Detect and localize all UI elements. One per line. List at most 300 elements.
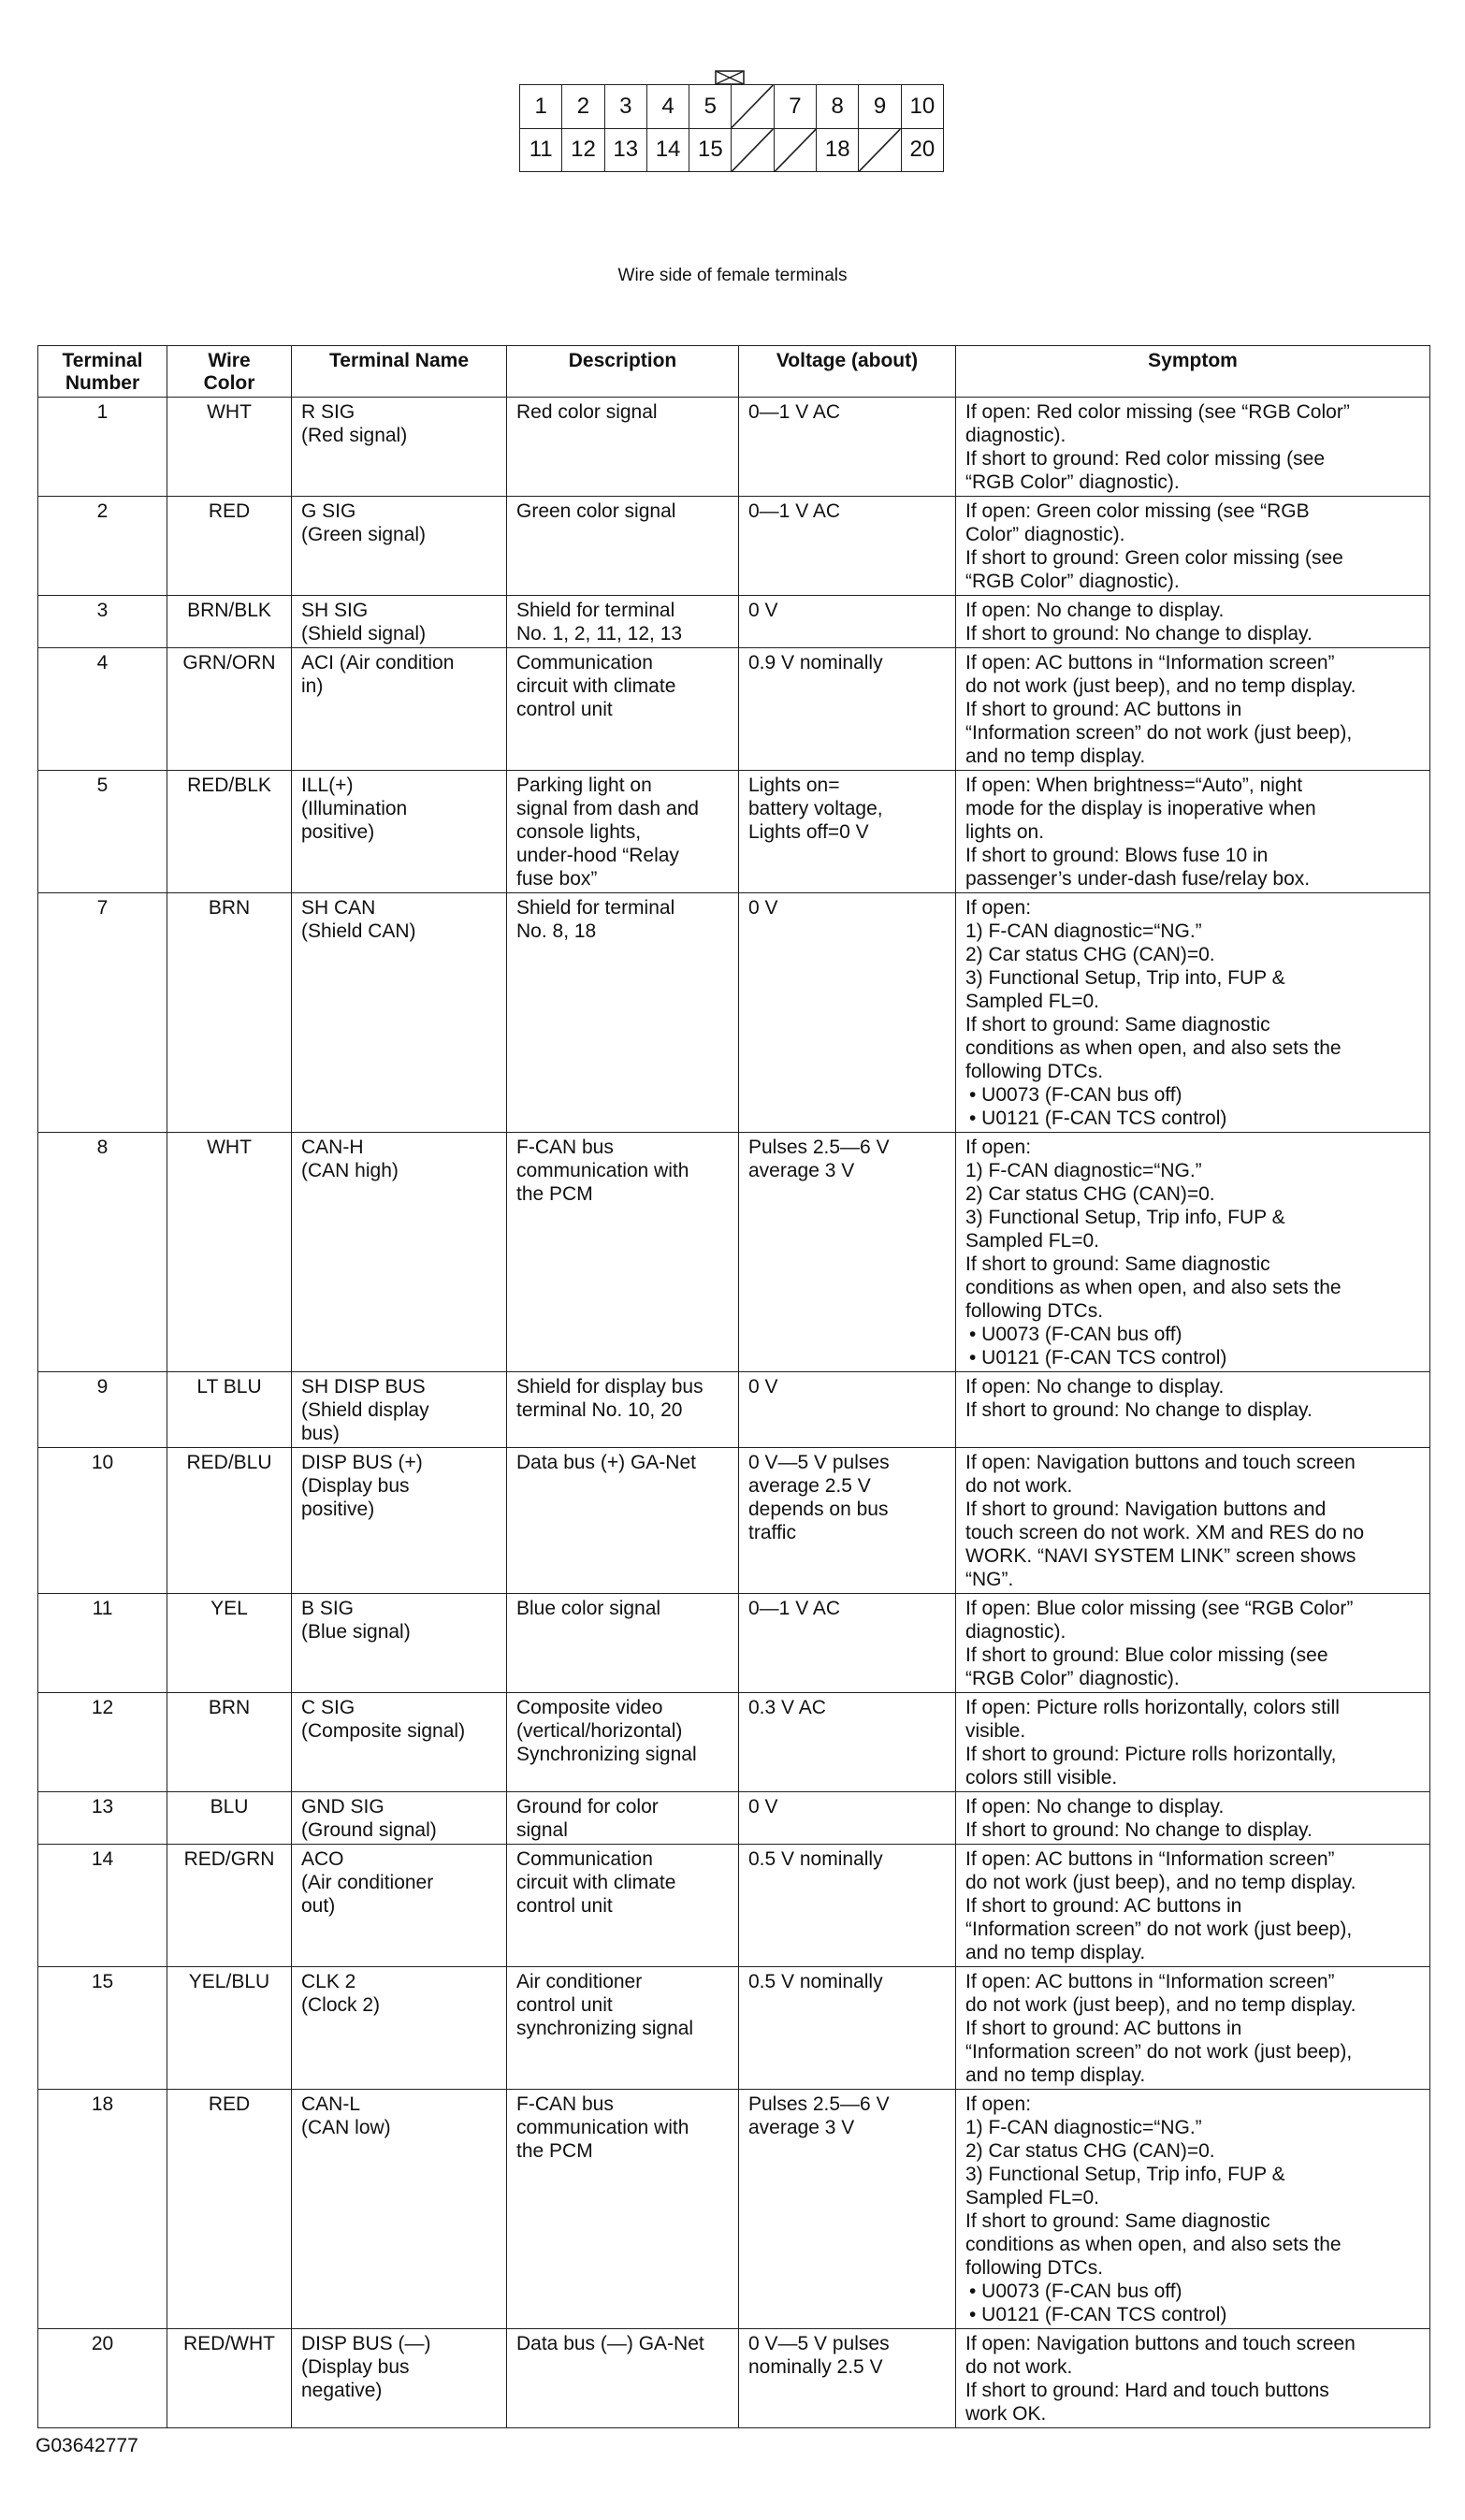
voltage-cell [739, 2329, 956, 2428]
terminal-table [37, 345, 1430, 2428]
description-line: Blue color signal [516, 1598, 661, 1619]
description-cell [507, 1133, 739, 1372]
terminal-name-line: ACI (Air condition [301, 652, 455, 673]
symptom-line: 2) Car status CHG (CAN)=0. [965, 1183, 1215, 1205]
terminal-name-line: CAN-H [301, 1137, 364, 1158]
voltage-line: 0.5 V nominally [748, 1971, 883, 1992]
terminal-name-line: (Air conditioner [301, 1872, 434, 1893]
symptom-line: If short to ground: AC buttons in [965, 1895, 1242, 1917]
connector-pin-grid [519, 84, 944, 172]
wire-color-cell: RED [167, 2090, 292, 2329]
symptom-line: If short to ground: AC buttons in [965, 699, 1242, 720]
terminal-name-cell [292, 1594, 507, 1693]
wire-color-cell: RED/GRN [167, 1845, 292, 1967]
voltage-line: 0 V [748, 1796, 778, 1818]
connector-empty-cavity [774, 128, 816, 172]
terminal-name-line: negative) [301, 2380, 383, 2401]
symptom-line: 1) F-CAN diagnostic=“NG.” [965, 920, 1202, 942]
symptom-line: If short to ground: Same diagnostic [965, 1253, 1270, 1275]
description-line: the PCM [516, 1183, 593, 1205]
terminal-name-line: C SIG [301, 1697, 355, 1718]
voltage-cell [739, 1693, 956, 1792]
symptom-line: If open: Green color missing (see “RGB [965, 500, 1310, 522]
table-row [38, 648, 1430, 771]
description-line: (vertical/horizontal) [516, 1720, 683, 1742]
symptom-line: WORK. “NAVI SYSTEM LINK” screen shows [965, 1545, 1356, 1567]
terminal-number-cell: 15 [38, 1967, 167, 2090]
wire-color-cell: RED/BLK [167, 771, 292, 893]
table-header-row [38, 346, 1430, 398]
description-line: Communication [516, 652, 653, 673]
symptom-line: “Information screen” do not work (just beep), [965, 722, 1353, 744]
terminal-name-cell [292, 893, 507, 1133]
voltage-cell [739, 648, 956, 771]
terminal-name-line: (Red signal) [301, 425, 408, 446]
symptom-line: • U0121 (F-CAN TCS control) [969, 1347, 1227, 1369]
symptom-line: 2) Car status CHG (CAN)=0. [965, 2140, 1215, 2162]
terminal-number-cell: 18 [38, 2090, 167, 2329]
symptom-line: If open: Navigation buttons and touch screen [965, 1452, 1356, 1473]
terminal-number-cell: 7 [38, 893, 167, 1133]
connector-pin: 5 [689, 85, 732, 129]
description-line: control unit [516, 699, 613, 720]
symptom-line: do not work. [965, 2356, 1073, 2378]
table-row [38, 893, 1430, 1133]
description-line: synchronizing signal [516, 2018, 694, 2039]
description-line: communication with [516, 2117, 689, 2138]
connector-row-top [520, 85, 944, 129]
table-row [38, 1448, 1430, 1594]
terminal-name-line: CLK 2 [301, 1971, 356, 1992]
symptom-line: do not work (just beep), and no temp display. [965, 1872, 1356, 1893]
terminal-name-cell [292, 2090, 507, 2329]
symptom-line: If open: Picture rolls horizontally, colors still [965, 1697, 1340, 1718]
description-cell [507, 1372, 739, 1448]
voltage-cell [739, 771, 956, 893]
connector-pin: 18 [817, 128, 859, 172]
symptom-line: If open: AC buttons in “Information screen” [965, 652, 1335, 673]
description-cell [507, 1845, 739, 1967]
symptom-line: “RGB Color” diagnostic). [965, 1668, 1180, 1689]
voltage-line: 0 V [748, 897, 778, 919]
header-description: Description [507, 346, 739, 398]
terminal-name-line: G SIG [301, 500, 356, 522]
symptom-line: 1) F-CAN diagnostic=“NG.” [965, 2117, 1202, 2138]
voltage-line: 0—1 V AC [748, 1598, 841, 1619]
symptom-cell [956, 497, 1430, 596]
symptom-line: visible. [965, 1720, 1026, 1742]
symptom-line: Sampled FL=0. [965, 991, 1100, 1012]
connector-caption: Wire side of female terminals [617, 266, 848, 285]
symptom-cell [956, 648, 1430, 771]
terminal-number-cell: 11 [38, 1594, 167, 1693]
symptom-cell [956, 1693, 1430, 1792]
terminal-name-cell [292, 648, 507, 771]
description-line: the PCM [516, 2140, 593, 2162]
symptom-line: do not work (just beep), and no temp display. [965, 1994, 1356, 2016]
wire-color-cell: BRN/BLK [167, 596, 292, 648]
description-line: Communication [516, 1848, 653, 1870]
symptom-line: touch screen do not work. XM and RES do no [965, 1522, 1365, 1543]
terminal-number-cell: 20 [38, 2329, 167, 2428]
voltage-line: 0.5 V nominally [748, 1848, 883, 1870]
wire-color-cell: RED [167, 497, 292, 596]
terminal-name-line: out) [301, 1895, 336, 1917]
table-row [38, 1792, 1430, 1845]
terminal-name-line: (Shield CAN) [301, 920, 416, 942]
table-row [38, 1845, 1430, 1967]
description-line: Composite video [516, 1697, 663, 1718]
symptom-line: and no temp display. [965, 746, 1146, 767]
table-row [38, 771, 1430, 893]
symptom-line: If open: [965, 1137, 1032, 1158]
symptom-line: 3) Functional Setup, Trip info, FUP & [965, 1207, 1285, 1228]
symptom-line: If short to ground: Red color missing (see [965, 448, 1326, 470]
terminal-name-cell [292, 1967, 507, 2090]
voltage-line: 0 V [748, 1376, 778, 1398]
voltage-line: Lights off=0 V [748, 821, 869, 843]
description-cell [507, 497, 739, 596]
symptom-line: diagnostic). [965, 1621, 1066, 1643]
symptom-line: work OK. [965, 2403, 1047, 2425]
header-symptom: Symptom [956, 346, 1430, 398]
symptom-cell [956, 2329, 1430, 2428]
symptom-line: If short to ground: Same diagnostic [965, 1014, 1270, 1036]
voltage-line: nominally 2.5 V [748, 2356, 883, 2378]
terminal-name-line: SH SIG [301, 600, 369, 621]
terminal-name-line: DISP BUS (—) [301, 2333, 431, 2354]
terminal-name-line: B SIG [301, 1598, 355, 1619]
terminal-name-line: (Shield signal) [301, 623, 427, 644]
symptom-line: If short to ground: Navigation buttons and [965, 1499, 1327, 1520]
terminal-name-cell [292, 497, 507, 596]
symptom-line: “Information screen” do not work (just beep), [965, 2041, 1353, 2063]
voltage-line: 0.9 V nominally [748, 652, 883, 673]
symptom-line: and no temp display. [965, 2064, 1146, 2086]
description-line: circuit with climate [516, 675, 676, 697]
terminal-name-line: (Composite signal) [301, 1720, 466, 1742]
terminal-name-line: (Blue signal) [301, 1621, 411, 1643]
voltage-line: 0 V [748, 600, 778, 621]
voltage-cell [739, 1792, 956, 1845]
table-row [38, 1967, 1430, 2090]
voltage-line: battery voltage, [748, 798, 883, 819]
description-line: signal from dash and [516, 798, 699, 819]
description-cell [507, 2329, 739, 2428]
connector-pin: 10 [901, 85, 943, 129]
terminal-name-cell [292, 1133, 507, 1372]
voltage-line: traffic [748, 1522, 796, 1543]
symptom-cell [956, 1967, 1430, 2090]
symptom-cell [956, 893, 1430, 1133]
symptom-line: If short to ground: Picture rolls horizontally, [965, 1744, 1337, 1765]
connector-row-bottom [520, 128, 944, 172]
symptom-line: If short to ground: Blue color missing (see [965, 1644, 1328, 1666]
terminal-name-cell [292, 1845, 507, 1967]
terminal-number-cell: 8 [38, 1133, 167, 1372]
voltage-line: average 3 V [748, 2117, 855, 2138]
symptom-line: “Information screen” do not work (just beep), [965, 1919, 1353, 1940]
connector-pin: 3 [604, 85, 646, 129]
terminal-name-line: (Display bus [301, 2356, 410, 2378]
description-cell [507, 1594, 739, 1693]
connector-pin: 2 [562, 85, 604, 129]
connector-pin: 14 [646, 128, 689, 172]
terminal-number-cell: 12 [38, 1693, 167, 1792]
terminal-name-cell [292, 1448, 507, 1594]
voltage-cell [739, 1133, 956, 1372]
symptom-line: diagnostic). [965, 425, 1066, 446]
symptom-line: • U0121 (F-CAN TCS control) [969, 2304, 1227, 2325]
terminal-number-cell: 2 [38, 497, 167, 596]
connector-pin: 8 [817, 85, 859, 129]
description-line: No. 8, 18 [516, 920, 597, 942]
connector-pin: 4 [646, 85, 689, 129]
description-line: Data bus (+) GA-Net [516, 1452, 696, 1473]
symptom-line: If open: Red color missing (see “RGB Color” [965, 401, 1350, 423]
description-line: signal [516, 1819, 568, 1841]
description-line: control unit [516, 1895, 613, 1917]
symptom-line: If open: No change to display. [965, 1796, 1225, 1818]
description-line: under-hood “Relay [516, 845, 679, 866]
table-row [38, 1133, 1430, 1372]
description-cell [507, 771, 739, 893]
symptom-line: • U0073 (F-CAN bus off) [969, 1324, 1182, 1345]
voltage-cell [739, 1448, 956, 1594]
terminal-name-line: (Shield display [301, 1399, 429, 1421]
terminal-name-line: ILL(+) [301, 775, 354, 796]
voltage-cell [739, 1967, 956, 2090]
description-line: No. 1, 2, 11, 12, 13 [516, 623, 683, 644]
symptom-line: do not work (just beep), and no temp display. [965, 675, 1356, 697]
symptom-line: 2) Car status CHG (CAN)=0. [965, 944, 1215, 965]
voltage-line: 0 V—5 V pulses [748, 2333, 890, 2354]
terminal-name-line: bus) [301, 1423, 340, 1444]
symptom-line: mode for the display is inoperative when [965, 798, 1316, 819]
description-cell [507, 893, 739, 1133]
description-line: terminal No. 10, 20 [516, 1399, 683, 1421]
terminal-name-line: positive) [301, 821, 375, 843]
voltage-line: Lights on= [748, 775, 840, 796]
symptom-line: If short to ground: No change to display. [965, 1399, 1313, 1421]
description-cell [507, 1967, 739, 2090]
symptom-line: Sampled FL=0. [965, 1230, 1100, 1252]
terminal-name-line: DISP BUS (+) [301, 1452, 423, 1473]
symptom-line: If short to ground: No change to display. [965, 1819, 1313, 1841]
description-line: Data bus (—) GA-Net [516, 2333, 704, 2354]
terminal-number-cell: 14 [38, 1845, 167, 1967]
voltage-line: 0—1 V AC [748, 500, 841, 522]
symptom-line: If short to ground: Hard and touch buttons [965, 2380, 1329, 2401]
description-line: communication with [516, 1160, 689, 1181]
table-row [38, 1693, 1430, 1792]
symptom-line: do not work. [965, 1475, 1073, 1497]
description-cell [507, 1448, 739, 1594]
symptom-line: If open: No change to display. [965, 600, 1225, 621]
symptom-cell [956, 1845, 1430, 1967]
symptom-line: conditions as when open, and also sets the [965, 1037, 1342, 1059]
wire-color-cell: YEL [167, 1594, 292, 1693]
symptom-line: “RGB Color” diagnostic). [965, 471, 1180, 493]
terminal-name-cell [292, 1372, 507, 1448]
symptom-line: Sampled FL=0. [965, 2187, 1100, 2209]
symptom-cell [956, 1372, 1430, 1448]
voltage-cell [739, 398, 956, 497]
symptom-line: If short to ground: Green color missing (see [965, 547, 1343, 569]
description-cell [507, 1792, 739, 1845]
connector-pin: 1 [520, 85, 562, 129]
symptom-cell [956, 1594, 1430, 1693]
symptom-line: conditions as when open, and also sets the [965, 2234, 1342, 2255]
symptom-cell [956, 1133, 1430, 1372]
voltage-cell [739, 1594, 956, 1693]
connector-pin: 11 [520, 128, 562, 172]
symptom-line: 1) F-CAN diagnostic=“NG.” [965, 1160, 1202, 1181]
symptom-line: and no temp display. [965, 1942, 1146, 1963]
symptom-line: If open: [965, 897, 1032, 919]
terminal-number-cell: 4 [38, 648, 167, 771]
terminal-number-cell: 3 [38, 596, 167, 648]
symptom-line: If short to ground: No change to display. [965, 623, 1313, 644]
terminal-name-cell [292, 1693, 507, 1792]
description-cell [507, 2090, 739, 2329]
wire-color-cell: WHT [167, 398, 292, 497]
header-terminal-number: Terminal Number [38, 346, 167, 398]
terminal-name-line: (Display bus [301, 1475, 410, 1497]
voltage-cell [739, 893, 956, 1133]
connector-diagram [519, 69, 944, 172]
wire-color-cell: RED/WHT [167, 2329, 292, 2428]
symptom-line: • U0073 (F-CAN bus off) [969, 1084, 1182, 1106]
terminal-name-line: R SIG [301, 401, 355, 423]
description-line: Red color signal [516, 401, 658, 423]
terminal-name-line: (Green signal) [301, 524, 427, 545]
voltage-line: Pulses 2.5—6 V [748, 1137, 890, 1158]
symptom-line: If open: Blue color missing (see “RGB Color” [965, 1598, 1354, 1619]
terminal-name-cell [292, 596, 507, 648]
wire-color-cell: RED/BLU [167, 1448, 292, 1594]
terminal-number-cell: 5 [38, 771, 167, 893]
symptom-line: • U0121 (F-CAN TCS control) [969, 1108, 1227, 1129]
description-cell [507, 1693, 739, 1792]
wire-color-cell: WHT [167, 1133, 292, 1372]
description-line: Air conditioner [516, 1971, 643, 1992]
symptom-line: If open: Navigation buttons and touch screen [965, 2333, 1356, 2354]
connector-pin: 20 [901, 128, 943, 172]
terminal-name-line: positive) [301, 1499, 375, 1520]
connector-pin: 12 [562, 128, 604, 172]
voltage-cell [739, 1372, 956, 1448]
symptom-line: If short to ground: AC buttons in [965, 2018, 1242, 2039]
symptom-cell [956, 771, 1430, 893]
table-row [38, 398, 1430, 497]
voltage-line: average 3 V [748, 1160, 855, 1181]
voltage-line: depends on bus [748, 1499, 889, 1520]
symptom-line: following DTCs. [965, 1300, 1104, 1322]
connector-empty-cavity [859, 128, 901, 172]
symptom-cell [956, 398, 1430, 497]
description-line: F-CAN bus [516, 2093, 614, 2115]
voltage-line: Pulses 2.5—6 V [748, 2093, 890, 2115]
terminal-name-line: (Clock 2) [301, 1994, 381, 2016]
header-wire-color: Wire Color [167, 346, 292, 398]
voltage-line: 0—1 V AC [748, 401, 841, 423]
symptom-line: If short to ground: Same diagnostic [965, 2210, 1270, 2232]
terminal-name-line: (Ground signal) [301, 1819, 437, 1841]
terminal-number-cell: 10 [38, 1448, 167, 1594]
wire-color-cell: BRN [167, 1693, 292, 1792]
description-cell [507, 398, 739, 497]
symptom-line: If short to ground: Blows fuse 10 in [965, 845, 1269, 866]
symptom-line: • U0073 (F-CAN bus off) [969, 2281, 1182, 2302]
terminal-name-cell [292, 1792, 507, 1845]
wire-color-cell: GRN/ORN [167, 648, 292, 771]
symptom-line: If open: [965, 2093, 1032, 2115]
table-row [38, 2090, 1430, 2329]
symptom-line: If open: AC buttons in “Information screen” [965, 1848, 1335, 1870]
voltage-line: 0.3 V AC [748, 1697, 826, 1718]
description-line: fuse box” [516, 868, 598, 890]
table-row [38, 2329, 1430, 2428]
description-line: Green color signal [516, 500, 676, 522]
symptom-line: lights on. [965, 821, 1045, 843]
connector-pin: 13 [604, 128, 646, 172]
table-row [38, 1372, 1430, 1448]
voltage-cell [739, 1845, 956, 1967]
symptom-line: passenger’s under-dash fuse/relay box. [965, 868, 1311, 890]
symptom-line: following DTCs. [965, 2257, 1104, 2279]
terminal-name-line: SH CAN [301, 897, 376, 919]
description-line: console lights, [516, 821, 642, 843]
terminal-name-line: in) [301, 675, 324, 697]
terminal-number-cell: 9 [38, 1372, 167, 1448]
terminal-name-cell [292, 771, 507, 893]
header-terminal-name: Terminal Name [292, 346, 507, 398]
terminal-name-line: GND SIG [301, 1796, 384, 1818]
symptom-line: 3) Functional Setup, Trip info, FUP & [965, 2164, 1285, 2185]
description-line: Ground for color [516, 1796, 659, 1818]
symptom-line: colors still visible. [965, 1767, 1118, 1789]
table-row [38, 1594, 1430, 1693]
wire-color-cell: BLU [167, 1792, 292, 1845]
terminal-name-line: SH DISP BUS [301, 1376, 426, 1398]
description-line: Synchronizing signal [516, 1744, 697, 1765]
figure-id: G03642777 [36, 2435, 138, 2456]
terminal-name-line: (CAN low) [301, 2117, 391, 2138]
symptom-cell [956, 1448, 1430, 1594]
description-line: control unit [516, 1994, 613, 2016]
symptom-line: If open: When brightness=“Auto”, night [965, 775, 1303, 796]
connector-empty-cavity [732, 85, 774, 129]
symptom-line: “NG”. [965, 1569, 1014, 1590]
description-line: F-CAN bus [516, 1137, 614, 1158]
wire-color-cell: BRN [167, 893, 292, 1133]
terminal-name-cell [292, 398, 507, 497]
voltage-line: average 2.5 V [748, 1475, 871, 1497]
connector-pin: 9 [859, 85, 901, 129]
description-line: circuit with climate [516, 1872, 676, 1893]
symptom-cell [956, 596, 1430, 648]
voltage-cell [739, 2090, 956, 2329]
description-line: Shield for display bus [516, 1376, 703, 1398]
symptom-cell [956, 1792, 1430, 1845]
wire-color-cell: LT BLU [167, 1372, 292, 1448]
terminal-number-cell: 13 [38, 1792, 167, 1845]
symptom-line: If open: AC buttons in “Information screen” [965, 1971, 1335, 1992]
voltage-cell [739, 497, 956, 596]
terminal-name-line: (CAN high) [301, 1160, 399, 1181]
table-row [38, 497, 1430, 596]
